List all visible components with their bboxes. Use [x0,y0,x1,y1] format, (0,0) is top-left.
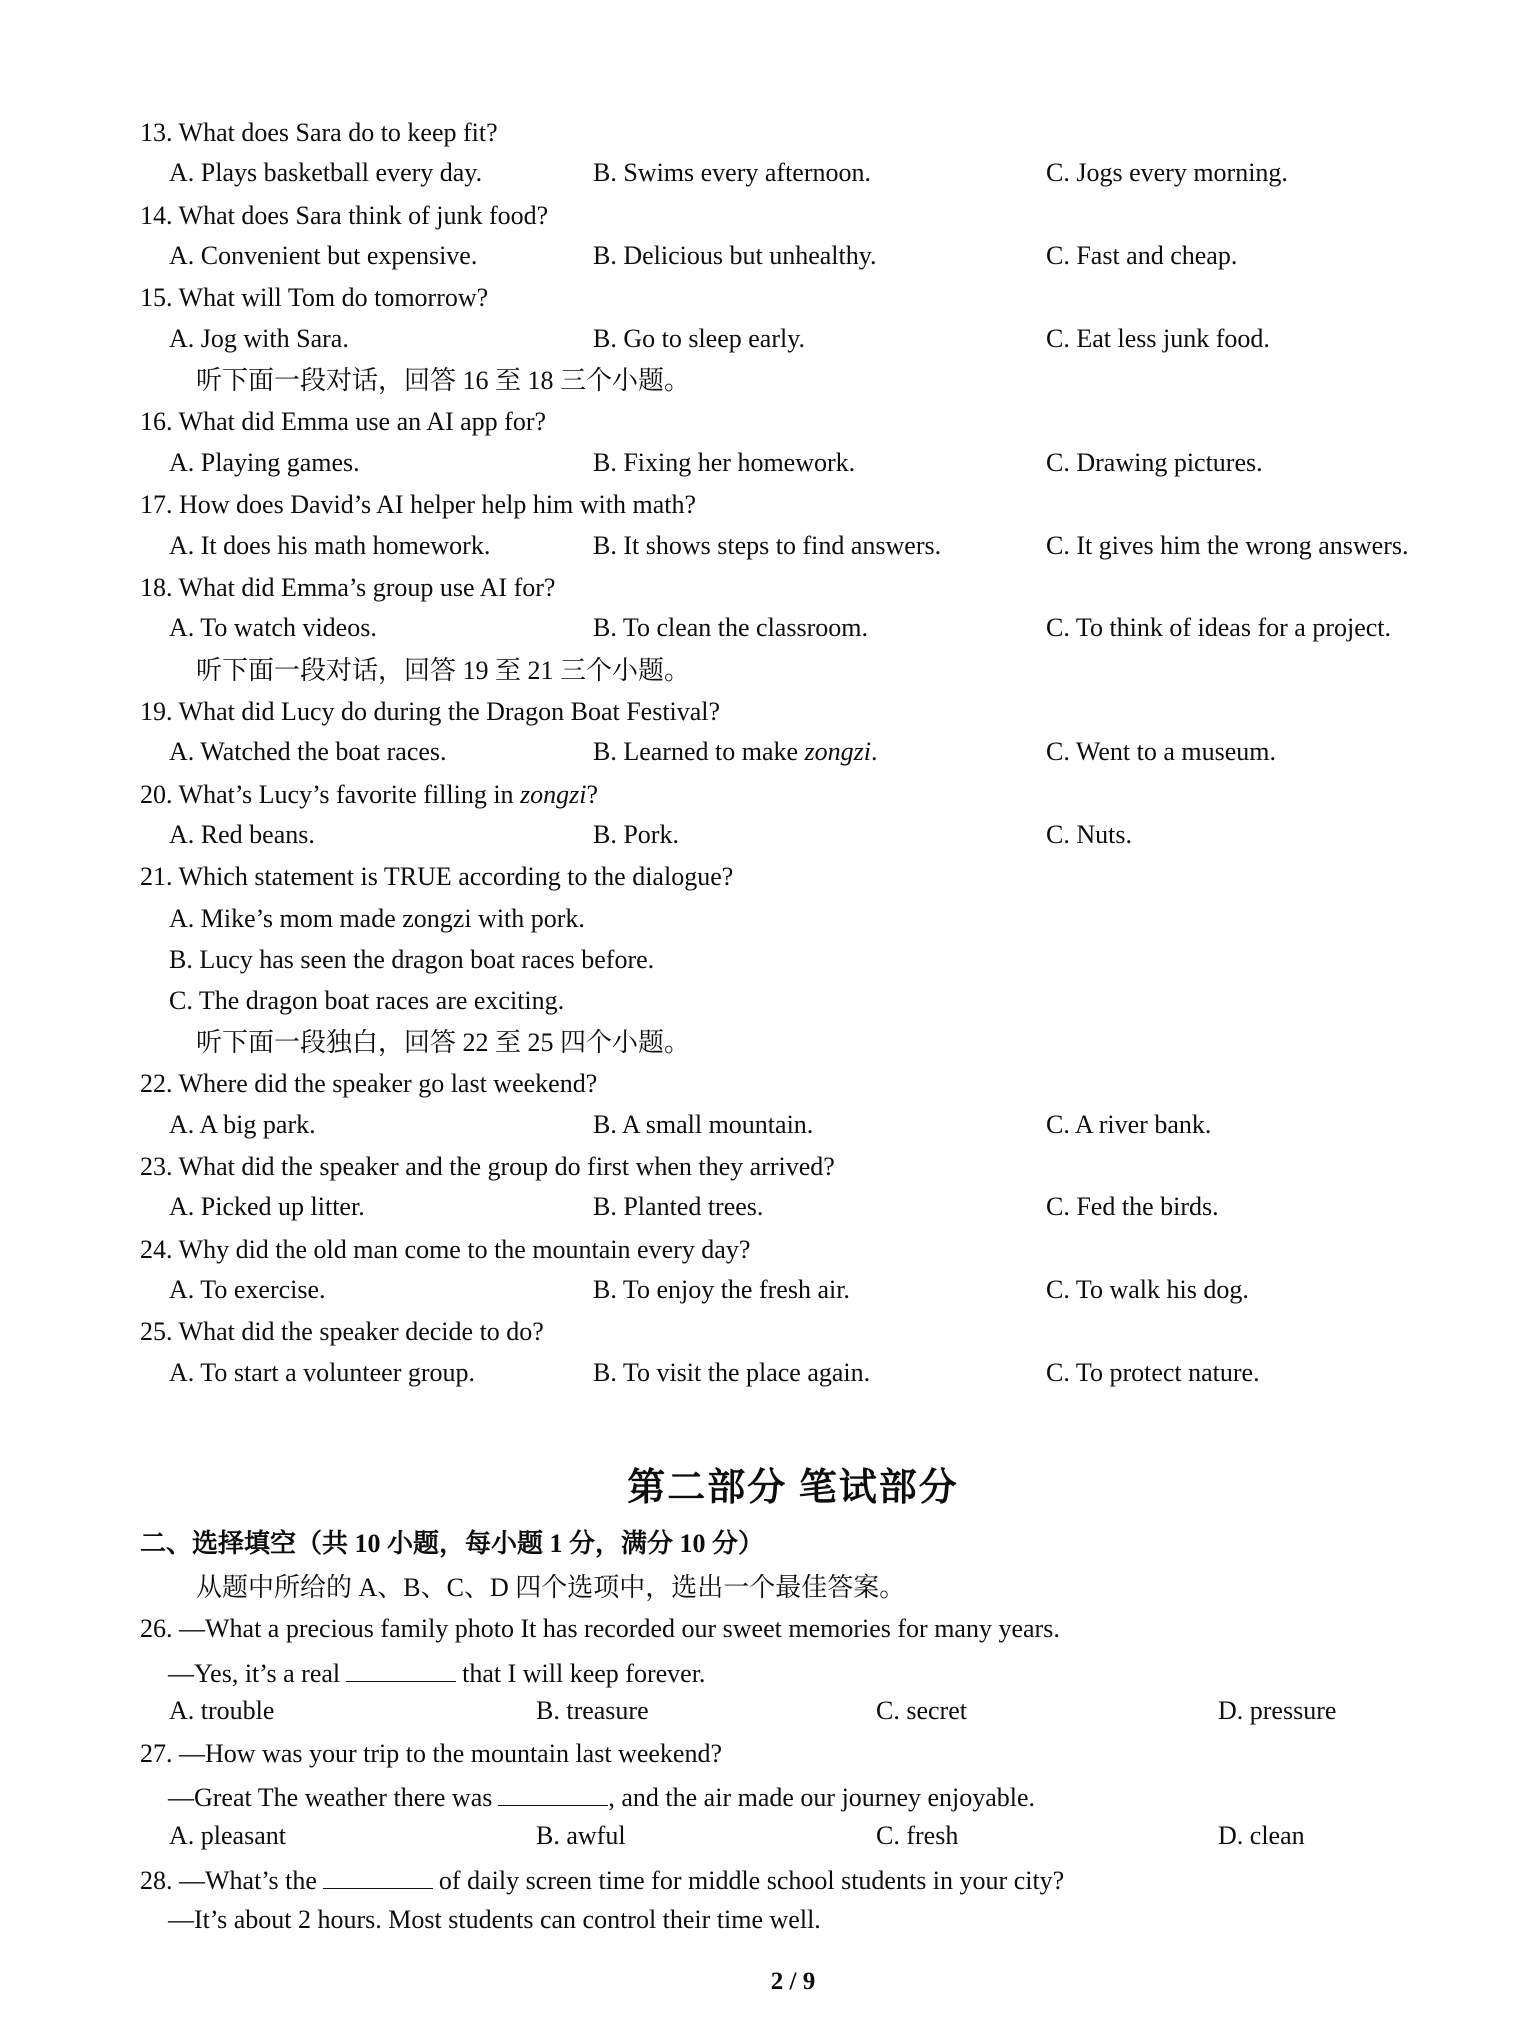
question-26-options [0,1696,1516,1732]
question-number: 26. [140,1614,173,1643]
option-c: C. It gives him the wrong answers. [1046,531,1409,560]
question-text: Which statement is TRUE according to the dialogue? [178,862,734,891]
section2-title: 二、选择填空（共 10 小题，每小题 1 分，满分 10 分） [140,1529,765,1558]
reply-post: that I will keep forever. [462,1659,706,1688]
option-a: A. A big park. [169,1110,316,1139]
question-18-options [0,613,1516,649]
question-number: 21. [140,862,173,891]
question-number: 16. [140,407,173,436]
question-26-reply [168,1655,705,1691]
option-a: A. pleasant [169,1821,286,1850]
listening-instruction-22-25: 听下面一段独白，回答 22 至 25 四个小题。 [196,1028,691,1057]
question-number: 19. [140,697,173,726]
option-b-italic-term: zongzi [804,737,871,766]
question-text: Where did the speaker go last weekend? [178,1069,598,1098]
question-text: How does David’s AI helper help him with math? [179,490,697,519]
question-text [179,1866,1064,1895]
question-16-options [0,448,1516,484]
question-text: —What a precious family photo It has recorded our sweet memories for many years. [179,1614,1060,1643]
question-23 [140,1151,835,1184]
question-number: 17. [140,490,173,519]
question-17 [140,489,696,522]
question-text: Why did the old man come to the mountain every day? [178,1235,751,1264]
question-28 [140,1862,1064,1898]
reply-pre: —Yes, it’s a real [168,1659,341,1688]
question-23-options [0,1192,1516,1228]
option-c: C. fresh [876,1821,959,1850]
question-number: 18. [140,573,173,602]
option-b: B. A small mountain. [593,1110,814,1139]
question-20 [140,779,598,812]
reply-pre: —Great The weather there was [168,1783,493,1812]
option-d: D. clean [1218,1821,1305,1850]
question-text: What does Sara do to keep fit? [178,118,498,147]
question-text: What will Tom do tomorrow? [178,283,489,312]
question-number: 24. [140,1235,173,1264]
question-number: 20. [140,780,173,809]
question-24 [140,1234,750,1267]
question-13 [140,117,498,150]
question-number: 23. [140,1152,173,1181]
option-b: B. To visit the place again. [593,1358,871,1387]
question-text-italic-term: zongzi [520,780,587,809]
option-a: A. Plays basketball every day. [169,158,483,187]
section2-instruction: 从题中所给的 A、B、C、D 四个选项中，选出一个最佳答案。 [196,1573,906,1602]
question-13-options [0,158,1516,194]
reply-post: , and the air made our journey enjoyable. [608,1783,1036,1812]
question-number: 13. [140,118,173,147]
option-b: B. Delicious but unhealthy. [593,241,877,270]
option-c: C. Went to a museum. [1046,737,1276,766]
question-number: 27. [140,1739,173,1768]
question-17-options [0,531,1516,567]
question-text: What did the speaker decide to do? [178,1317,544,1346]
question-27 [140,1738,722,1771]
question-21-option-b: B. Lucy has seen the dragon boat races before. [169,945,655,974]
option-c: C. Eat less junk food. [1046,324,1270,353]
option-c: C. secret [876,1696,967,1725]
option-b-pre: B. Learned to make [593,737,805,766]
option-a: A. trouble [169,1696,275,1725]
question-20-options [0,820,1516,856]
question-21-option-a: A. Mike’s mom made zongzi with pork. [169,904,585,933]
option-a: A. To exercise. [169,1275,326,1304]
question-text: —How was your trip to the mountain last weekend? [179,1739,722,1768]
question-15 [140,282,488,315]
answer-blank [498,1779,608,1806]
listening-instruction-16-18: 听下面一段对话，回答 16 至 18 三个小题。 [196,366,691,395]
option-a: A. To watch videos. [169,613,377,642]
question-number: 25. [140,1317,173,1346]
option-b [593,737,878,767]
question-21 [140,861,733,894]
option-b: B. It shows steps to find answers. [593,531,942,560]
answer-blank [323,1862,433,1889]
question-number: 22. [140,1069,173,1098]
part2-header: 第二部分 笔试部分 [627,1467,959,1509]
question-19 [140,696,720,729]
listening-instruction-19-21: 听下面一段对话，回答 19 至 21 三个小题。 [196,656,691,685]
option-c: C. Fast and cheap. [1046,241,1238,270]
option-a: A. It does his math homework. [169,531,491,560]
question-text: What did Lucy do during the Dragon Boat Festival? [178,697,721,726]
option-c: C. Fed the birds. [1046,1192,1219,1221]
option-c: C. Nuts. [1046,820,1132,849]
option-a: A. Convenient but expensive. [169,241,478,270]
option-b: B. Go to sleep early. [593,324,806,353]
option-b: B. Swims every afternoon. [593,158,872,187]
option-a: A. Picked up litter. [169,1192,365,1221]
question-text-post: ? [586,780,599,809]
question-number: 14. [140,201,173,230]
option-b-post: . [871,737,878,766]
answer-blank [346,1655,456,1682]
option-c: C. A river bank. [1046,1110,1212,1139]
question-18 [140,572,555,605]
option-a: A. Jog with Sara. [169,324,349,353]
option-b: B. Fixing her homework. [593,448,856,477]
option-a: A. Watched the boat races. [169,737,447,766]
option-c: C. Drawing pictures. [1046,448,1263,477]
question-26 [140,1613,1060,1646]
question-27-reply [168,1779,1035,1815]
option-d: D. pressure [1218,1696,1337,1725]
option-b: B. awful [536,1821,626,1850]
question-pre: —What’s the [179,1866,317,1895]
option-b: B. treasure [536,1696,649,1725]
question-19-options [0,737,1516,773]
question-text-pre: What’s Lucy’s favorite filling in [178,780,521,809]
option-c: C. Jogs every morning. [1046,158,1288,187]
question-25 [140,1316,544,1349]
question-22-options [0,1110,1516,1146]
question-25-options [0,1358,1516,1394]
option-c: C. To protect nature. [1046,1358,1260,1387]
question-24-options [0,1275,1516,1311]
option-c: C. To walk his dog. [1046,1275,1249,1304]
option-b: B. To clean the classroom. [593,613,868,642]
question-text: What did the speaker and the group do first when they arrived? [178,1152,835,1181]
question-text [179,780,599,809]
question-post: of daily screen time for middle school students in your city? [438,1866,1065,1895]
question-27-options [0,1821,1516,1857]
option-a: A. To start a volunteer group. [169,1358,476,1387]
question-14 [140,200,548,233]
option-b: B. Planted trees. [593,1192,764,1221]
question-text: What did Emma’s group use AI for? [178,573,556,602]
question-16 [140,406,546,439]
page-number: 2 / 9 [770,1968,816,1995]
question-text: What did Emma use an AI app for? [178,407,547,436]
question-21-option-c: C. The dragon boat races are exciting. [169,986,565,1015]
question-14-options [0,241,1516,277]
question-number: 15. [140,283,173,312]
question-22 [140,1068,597,1101]
option-b: B. Pork. [593,820,679,849]
option-a: A. Playing games. [169,448,360,477]
question-number: 28. [140,1866,173,1895]
option-b: B. To enjoy the fresh air. [593,1275,850,1304]
question-28-reply: —It’s about 2 hours. Most students can control their time well. [168,1905,821,1934]
question-15-options [0,324,1516,360]
question-text: What does Sara think of junk food? [178,201,549,230]
option-c: C. To think of ideas for a project. [1046,613,1392,642]
option-a: A. Red beans. [169,820,315,849]
